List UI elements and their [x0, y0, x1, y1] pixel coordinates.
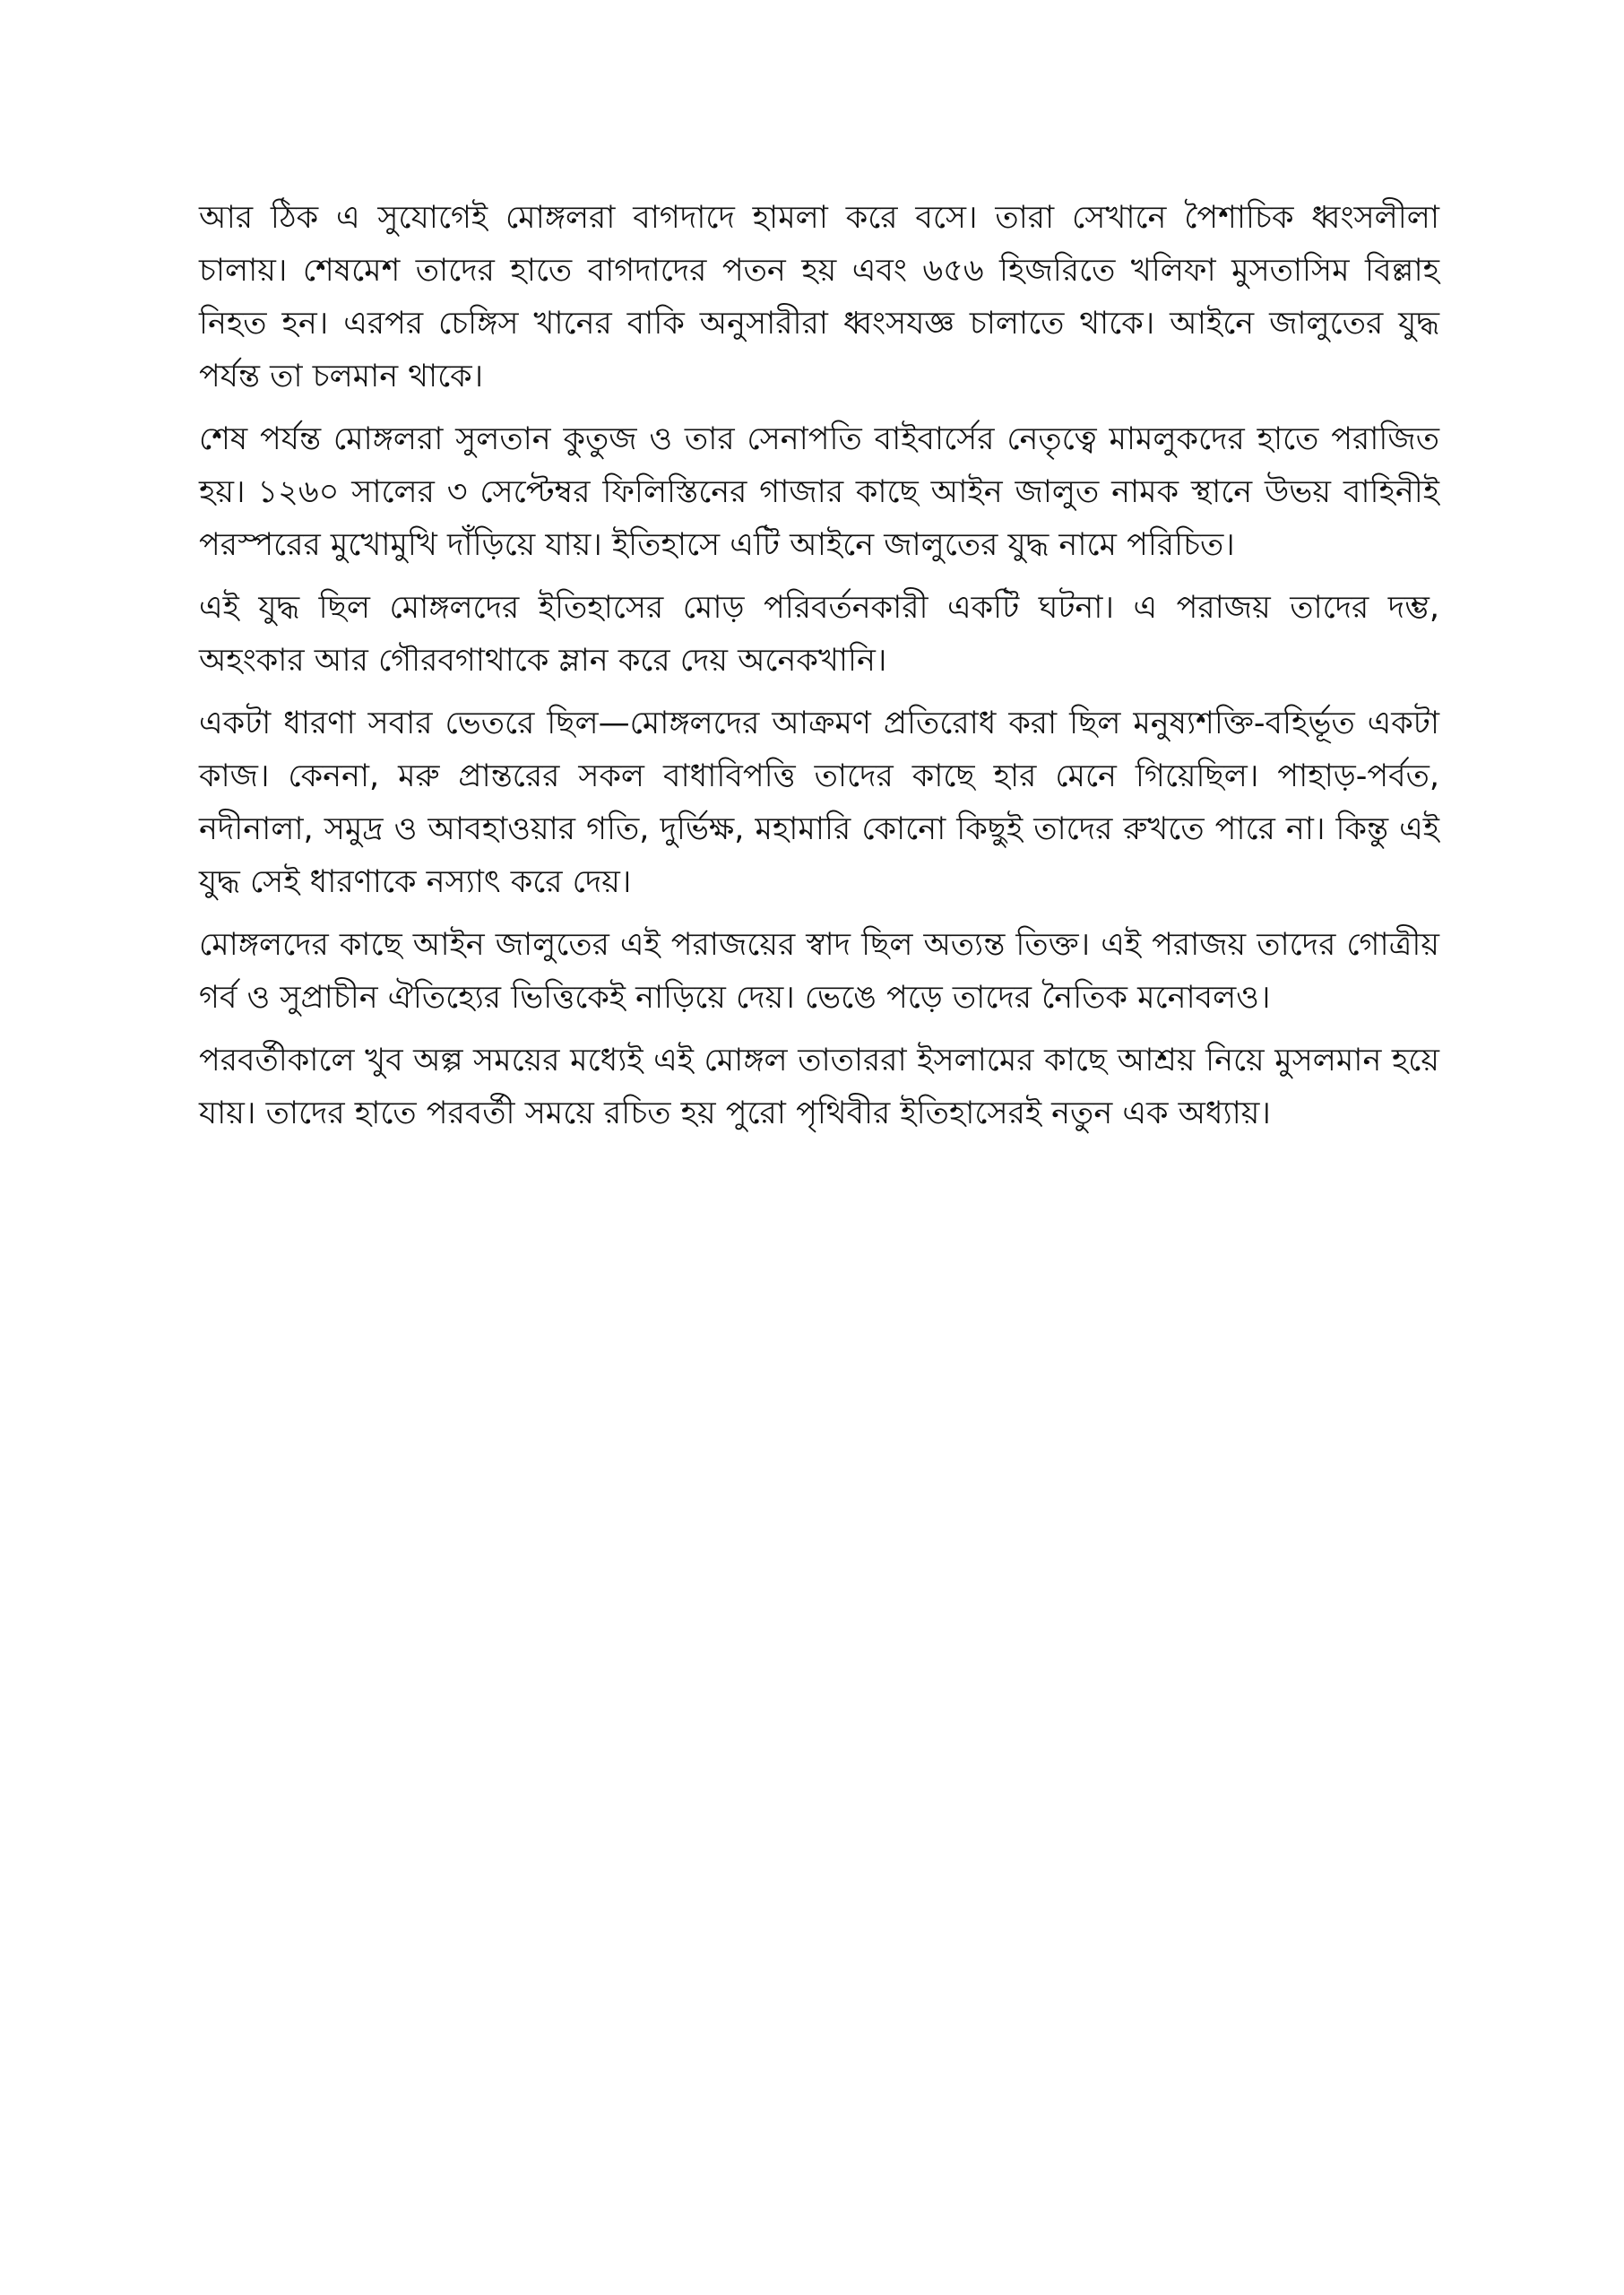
paragraph-4: একটা ধারণা সবার ভেতরে ছিল—মোঙ্গলদের আক্রমণ প্রতিরোধ করা ছিল মনুষ্যশক্তি-বহির্ভূত একটা কাজ। কেননা, মরু প্রান্তরের সকল বাধাবিপত্তি তাদের কাছে হার মেনে গিয়েছিল। পাহাড়-পর্বত, নদীনালা, সমুদ্র ও আবহাওয়ার গতি, দুর্ভিক্ষ, মহামারি কোনো কিছুই তাদের রুখতে পারে না। কিন্তু এই যুদ্ধ সেই ধারণাকে নস্যাৎ করে দেয়। — [199, 706, 1439, 900]
paragraph-2: শেষ পর্যন্ত মোঙ্গলরা সুলতান কুতুজ ও তার সেনাপতি বাইবার্সের নেতৃত্বে মামলুকদের হাতে পরাজিত হয়। ১২৬০ সালের ৩ সেপ্টেম্বর ফিলিস্তিনের গাজার কাছে আইন জালুত নামক স্থানে উভয় বাহিনীই পরস্পরের মুখোমুখি দাঁড়িয়ে যায়। ইতিহাসে এটি আইনে জালুতের যুদ্ধ নামে পরিচিত। — [199, 421, 1439, 563]
paragraph-3: এই যুদ্ধ ছিল মোঙ্গলদের ইতিহাসের মোড় পরিবর্তনকারী একটি ঘটনা। এ পরাজয় তাদের দম্ভ, অহংকার আর গৌরবগাথাকে ম্লান করে দেয় অনেকখানি। — [199, 590, 1439, 679]
paragraph-6: পরবর্তীকালে খুব অল্প সময়ের মধ্যেই এই মোঙ্গল তাতাররা ইসলামের কাছে আশ্রয় নিয়ে মুসলমান হয়ে যায়। তাদের হাতে পরবর্তী সময়ে রচিত হয় পুরো পৃথিবীর ইতিহাসেরই নতুন এক অধ্যায়। — [199, 1043, 1439, 1131]
paragraph-5: মোঙ্গলদের কাছে আইন জালুতের এই পরাজয়ের স্বাদ ছিল অত্যন্ত তিক্ত। এই পরাজয় তাদের গোত্রীয় গর্ব ও সুপ্রাচীন ঐতিহ্যের ভিত্তিকেই নাড়িয়ে দেয়। ভেঙে পড়ে তাদের নৈতিক মনোবলও। — [199, 927, 1439, 1016]
paragraph-1: আর ঠিক এ সুযোগেই মোঙ্গলরা বাগদাদে হামলা করে বসে। তারা সেখানে পৈশাচিক ধ্বংসলীলা চালায়। শেষমেশ তাদের হাতে বাগদাদের পতন হয় এবং ৬৫৬ হিজরিতে খলিফা মুসতাসিম বিল্লাহ নিহত হন। এরপর চেঙ্গিস খানের বাকি অনুসারীরা ধ্বংসযজ্ঞ চালাতে থাকে। আইনে জালুতের যুদ্ধ পর্যন্ত তা চলমান থাকে। — [199, 200, 1439, 394]
body-text — [199, 192, 1439, 1150]
